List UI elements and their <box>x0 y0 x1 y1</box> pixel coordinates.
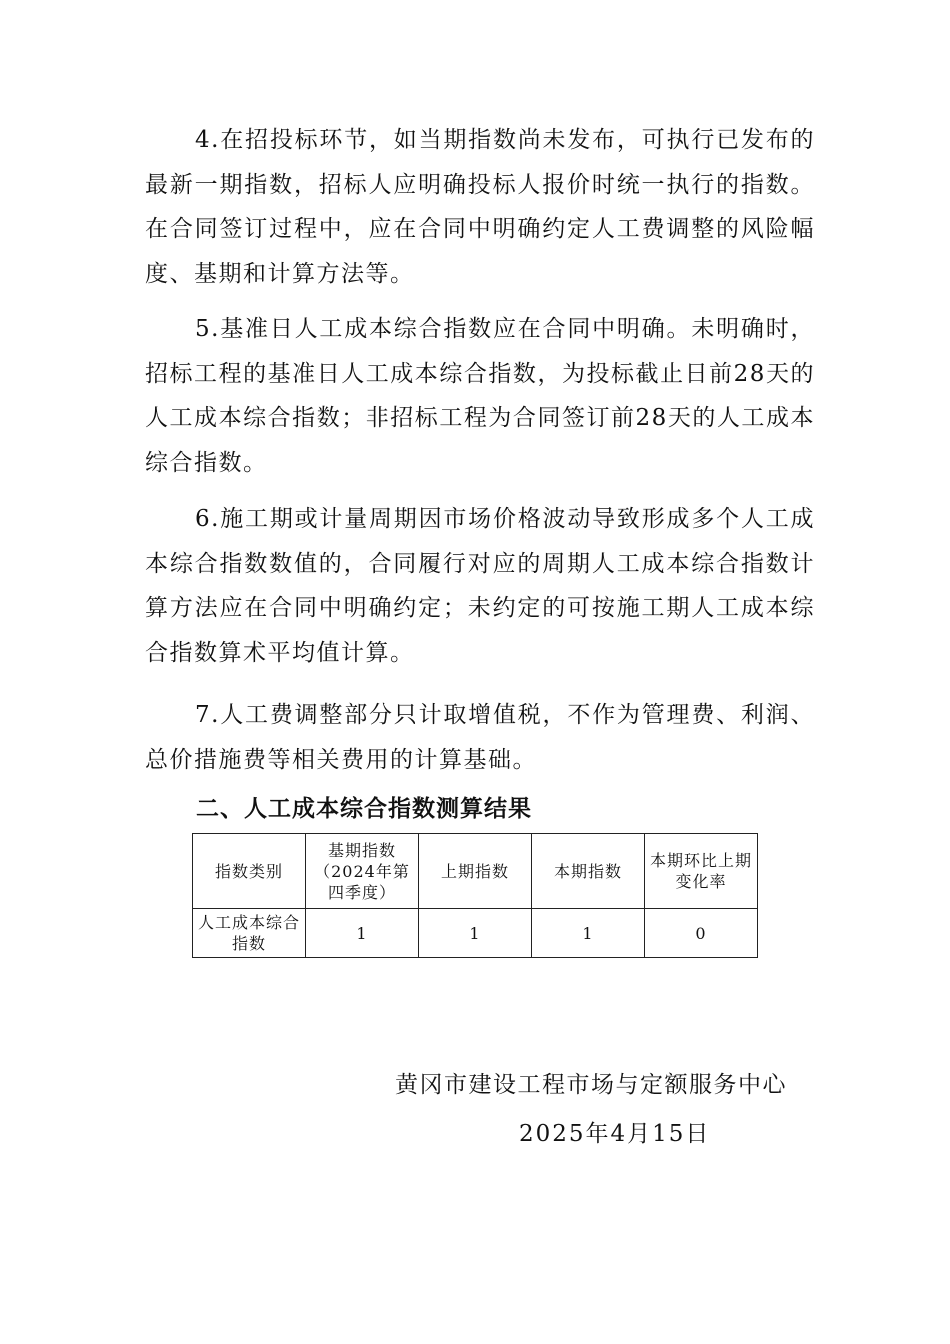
table-row <box>193 909 758 958</box>
table-header-cell: 本期指数 <box>532 834 645 909</box>
table-cell: 人工成本综合指数 <box>193 909 306 958</box>
paragraph-7: 7.人工费调整部分只计取增值税，不作为管理费、利润、总价措施费等相关费用的计算基础。 <box>145 702 815 773</box>
table-cell: 1 <box>532 909 645 958</box>
section-heading: 二、人工成本综合指数测算结果 <box>196 796 532 822</box>
table-cell: 0 <box>645 909 758 958</box>
issuer-signature: 黄冈市建设工程市场与定额服务中心 <box>395 1072 787 1098</box>
paragraph-4: 4.在招投标环节，如当期指数尚未发布，可执行已发布的最新一期指数，招标人应明确投标人报价时统一执行的指数。在合同签订过程中，应在合同中明确约定人工费调整的风险幅度、基期和计算方法等。 <box>145 127 815 287</box>
table-header-cell: 上期指数 <box>419 834 532 909</box>
index-table <box>192 833 758 958</box>
paragraph-5: 5.基准日人工成本综合指数应在合同中明确。未明确时，招标工程的基准日人工成本综合指数，为投标截止日前28天的人工成本综合指数；非招标工程为合同签订前28天的人工成本综合指数。 <box>145 316 815 476</box>
table-header-cell: 指数类别 <box>193 834 306 909</box>
table-header-cell: 基期指数（2024年第四季度） <box>306 834 419 909</box>
paragraph-6: 6.施工期或计量周期因市场价格波动导致形成多个人工成本综合指数数值的，合同履行对应的周期人工成本综合指数计算方法应在合同中明确约定；未约定的可按施工期人工成本综合指数算术平均值计算。 <box>145 506 815 666</box>
table-cell: 1 <box>419 909 532 958</box>
table-header-row <box>193 834 758 909</box>
table-cell: 1 <box>306 909 419 958</box>
table-header-cell: 本期环比上期变化率 <box>645 834 758 909</box>
issue-date: 2025年4月15日 <box>519 1121 711 1147</box>
